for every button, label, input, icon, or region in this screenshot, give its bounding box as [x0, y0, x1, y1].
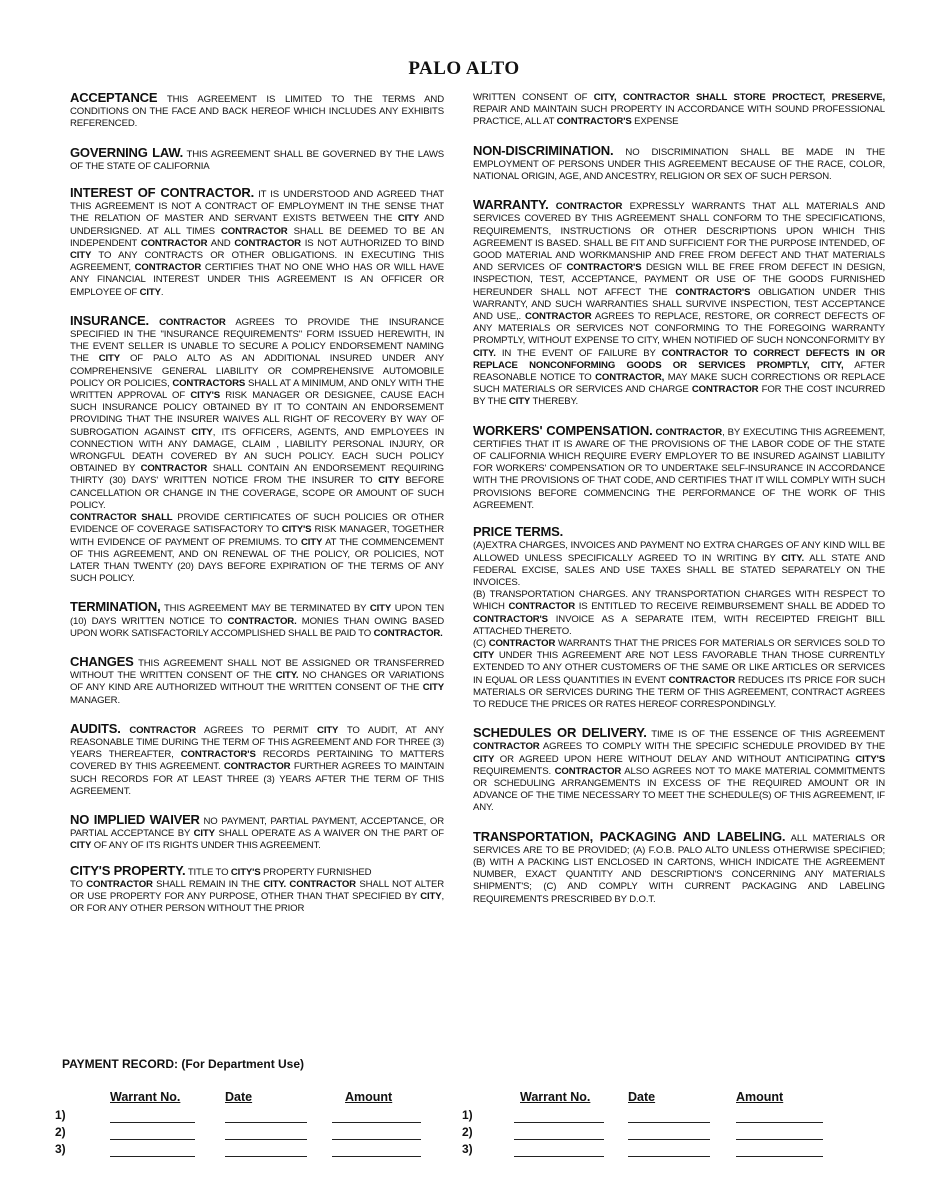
clause-text: SHALL OPERATE AS A WAIVER ON THE PART OF: [214, 828, 444, 840]
clause-text: MAY MAKE SUCH CORRECTIONS OR REPLACE SUCH MATERIALS OR SERVICES AND CHARGE: [473, 372, 885, 396]
clause-emphasis: CITY'S: [190, 390, 220, 402]
clause-governing-law: [70, 144, 444, 173]
clause-text: FOR THE COST INCURRED BY THE: [473, 384, 885, 408]
clause-emphasis: CONTRACTOR.: [227, 615, 297, 627]
clause-emphasis: CITY: [422, 682, 444, 694]
clause-text: IS ENTITLED TO RECEIVE REIMBURSEMENT SHALL BE ADDED TO: [575, 601, 886, 613]
clause-text: AGREES TO COMPLY WITH THE SPECIFIC SCHEDULE PROVIDED BY THE: [539, 741, 885, 753]
clause-text: TIME IS OF THE ESSENCE OF THIS AGREEMENT: [646, 729, 885, 741]
clause-text: NO DISCRIMINATION SHALL BE MADE IN THE EMPLOYMENT OF PERSONS UNDER THIS AGREEMENT BECAUSE OF THE RACE, COLOR, NATIONAL ORIGIN, AGE, AND ANCESTRY, RELIGION OR SEX OF SUCH PERSON.: [473, 146, 885, 183]
clause-transportation-packaging-labeling: [473, 828, 886, 906]
row-number: 1): [462, 1108, 473, 1122]
clause-warranty: [473, 199, 885, 408]
clause-heading: TRANSPORTATION, PACKAGING AND LABELING.: [473, 828, 786, 844]
clause-text: NO CHANGES OR VARIATIONS OF ANY KIND ARE AUTHORIZED WITHOUT THE WRITTEN CONSENT OF THE: [70, 670, 444, 694]
payment-record-title: PAYMENT RECORD: (For Department Use): [62, 1057, 305, 1071]
clause-emphasis: CONTRACTOR: [508, 601, 576, 613]
clause-heading: GOVERNING LAW.: [70, 144, 184, 160]
clause-non-discrimination: [473, 142, 885, 184]
clause-text: IS NOT AUTHORIZED TO BIND: [300, 237, 444, 249]
amount-header: Amount: [345, 1090, 393, 1104]
clause-emphasis: CITY: [191, 426, 213, 438]
clause-emphasis: CITY.: [473, 347, 496, 359]
warrant-no-field[interactable]: [110, 1122, 195, 1123]
clause-text: DESIGN WILL BE FREE FROM DEFECT IN DESIGN, INSPECTION, TEST, ACCEPTANCE, PAYMENT OR USE OF THE GOODS FURNISHED HEREUNDER SHALL NOT AFFECT THE: [473, 262, 885, 298]
clause-text: AGREES TO REPLACE, RESTORE, OR CORRECT DEFECTS OF ANY MATERIALS OR SERVICES NOT CONFORMING TO THE FOREGOING WARRANTY PROMPTLY, WITHOUT EXPENSE TO CITY, WHEN NOTIFIED OF SUCH NONCONFORMITY BY: [473, 311, 885, 347]
clause-termination: [70, 601, 444, 640]
clause-text: SHALL BE DEEMED TO BE AN INDEPENDENT: [70, 225, 444, 249]
clause-heading: SCHEDULES OR DELIVERY.: [473, 725, 647, 741]
clause-text: EXPENSE: [631, 116, 679, 128]
right-column: [473, 92, 885, 906]
clause-text: IT IS UNDERSTOOD AND AGREED THAT THIS AGREEMENT IS NOT A CONTRACT OF EMPLOYMENT IN THE SENSE THAT THE RELATION OF MASTER AND SERVANT EXISTS BETWEEN THE: [70, 189, 444, 225]
clause-heading: INSURANCE.: [70, 312, 149, 328]
clause-text: WRITTEN CONSENT OF: [473, 92, 594, 103]
clause-emphasis: CONTRACTOR: [86, 878, 153, 890]
clause-emphasis: CITY: [139, 286, 161, 298]
clause-emphasis: CITY: [70, 840, 92, 852]
clause-text: AND: [207, 237, 235, 249]
clause-emphasis: CONTRACTOR'S: [675, 286, 751, 298]
date-header: Date: [628, 1090, 656, 1104]
clause-heading: NON-DISCRIMINATION.: [473, 142, 614, 158]
clause-acceptance: [70, 92, 444, 131]
clause-text: [149, 317, 159, 328]
clause-text: AFTER REASONABLE NOTICE TO: [473, 359, 885, 384]
clause-no-implied-waiver: [70, 811, 444, 853]
clause-emphasis: CONTRACTOR: [159, 316, 226, 328]
clause-text: THIS AGREEMENT SHALL NOT BE ASSIGNED OR TRANSFERRED WITHOUT THE WRITTEN CONSENT OF THE: [70, 657, 444, 682]
clause-text: [121, 725, 130, 736]
left-column: [70, 92, 444, 915]
clause-text: AT THE COMMENCEMENT OF THIS AGREEMENT, AND ON RENEWAL OF THE POLICY, OR POLICIES, NOT LATER THAN TWENTY (20) DAYS BEFORE EXPIRATION OF THE TERMS OF ANY SUCH POLICY.: [70, 536, 444, 585]
clause-emphasis: CONTRACTOR: [221, 225, 288, 237]
clause-text: THIS AGREEMENT MAY BE TERMINATED BY: [160, 603, 370, 615]
clause-text: TO ANY CONTRACTS OR OTHER OBLIGATIONS. IN EXECUTING THIS AGREEMENT,: [70, 250, 444, 274]
clause-citys-property: [70, 862, 444, 916]
clause-emphasis: CONTRACTOR: [555, 201, 623, 213]
clause-text: RISK MANAGER, TOGETHER WITH EVIDENCE OF PAYMENT OF PREMIUMS. TO: [70, 524, 444, 548]
clause-emphasis: CONTRACTORS: [172, 377, 246, 389]
clause-text: AND UNDERSIGNED. AT ALL TIMES: [70, 213, 444, 237]
clause-text: RECORDS PERTAINING TO MATTERS COVERED BY THIS AGREEMENT.: [70, 749, 444, 773]
clause-text: BEFORE CANCELLATION OR CHANGE IN THE COVERAGE, SCOPE OR AMOUNT OF SUCH POLICY.: [70, 475, 444, 511]
row-number: 2): [462, 1125, 473, 1139]
clause-text: EXPRESSLY WARRANTS THAT ALL MATERIALS AND SERVICES COVERED BY THIS AGREEMENT SHALL CONFORM TO THE SPECIFICATIONS, REQUIREMENTS, INSTRUCTIONS OR OTHER DESCRIPTIONS UPON WHICH THIS AGREEMENT IS BASED. SHALL BE FIT AND SUFFICIENT FOR THE PURPOSE INTENDED, OF GOOD MATERIAL AND WORKMANSHIP AND FREE FROM DEFECT AND THAT MATERIALS AND SERVICES OF: [473, 201, 886, 274]
clause-emphasis: CITY: [397, 213, 420, 225]
amount-field[interactable]: [736, 1156, 823, 1157]
clause-emphasis: CONTRACTOR: [524, 311, 592, 323]
clause-text: THEREBY.: [530, 396, 579, 408]
clause-emphasis: CITY: [98, 353, 120, 365]
clause-emphasis: CITY: [369, 603, 392, 615]
date-field[interactable]: [225, 1139, 307, 1140]
clause-changes: [70, 653, 444, 707]
clause-price-terms: [473, 526, 885, 711]
clause-text: , BY EXECUTING THIS AGREEMENT, CERTIFIES THAT IT IS AWARE OF THE PROVISIONS OF THE LABOR CODE OF THE STATE OF CALIFORNIA WHICH REQUIRE EVERY EMPLOYER TO BE INSURED AGAINST LIABILITY FOR WORKERS' COMPENSATION OR TO UNDERTAKE SELF-INSURANCE IN ACCORDANCE WITH THE PROVISIONS OF THAT CODE, AND CERTIFIES THAT IT WILL COMPLY WITH SUCH PROVISIONS BEFORE COMMENCING THE PERFORMANCE OF THE WORK OF THIS AGREEMENT.: [473, 426, 885, 511]
amount-field[interactable]: [736, 1139, 823, 1140]
clause-text: AGREES TO PERMIT: [195, 724, 318, 736]
clause-text: INVOICE AS A SEPARATE ITEM, WITH RECEIPTED FREIGHT BILL ATTACHED THERETO.: [473, 613, 885, 637]
clause-emphasis: CITY'S: [281, 524, 312, 536]
clause-text: UNDER THIS AGREEMENT ARE NOT LESS FAVORABLE THAN THOSE CURRENTLY EXTENDED TO ANY OTHER CUSTOMERS OF THE SAME OR LIKE ARTICLES OR SERVICES IN EQUAL OR LESS QUANTITIES IN EVENT: [473, 650, 885, 686]
clause-emphasis: CONTRACTOR: [140, 237, 208, 249]
clause-heading: AUDITS.: [70, 720, 121, 736]
clause-text: OR AGREED UPON HERE WITHOUT DELAY AND WITHOUT ANTICIPATING: [494, 753, 856, 765]
clause-emphasis: CITY.: [263, 878, 287, 890]
warrant-no-field[interactable]: [110, 1139, 195, 1140]
clause-text: OF PALO ALTO AS AN ADDITIONAL INSURED UNDER ANY COMPREHENSIVE GENERAL LIABILITY OR COMPREHENSIVE AUTOMOBILE POLICY OR POLICIES,: [70, 353, 444, 389]
clause-text: ALSO AGREES NOT TO MAKE MATERIAL COMMITMENTS OR SCHEDULING ARRANGEMENTS IN EXCESS OF THE REQUIRED AMOUNT OR IN ADVANCE OF THE TIME NECESSARY TO MEET THE SCHEDULE(S) OF THIS AGREEMENT, IF ANY.: [473, 765, 885, 814]
clause-emphasis: CITY: [378, 475, 400, 487]
clause-text: FURTHER AGREES TO MAINTAIN SUCH RECORDS FOR AT LEAST THREE (3) YEARS AFTER THE TERM OF THIS AGREEMENT.: [70, 761, 444, 797]
warrant-no-field[interactable]: [514, 1156, 604, 1157]
clause-emphasis: CITY'S: [230, 866, 261, 878]
clause-heading: WORKERS' COMPENSATION.: [473, 422, 653, 438]
date-field[interactable]: [225, 1122, 307, 1123]
row-number: 2): [55, 1125, 66, 1139]
clause-text: ALL STATE AND FEDERAL EXCISE, SALES AND USE TAXES SHALL BE STATED SEPARATELY ON THE INVOICES.: [473, 552, 885, 588]
warrant-no-field[interactable]: [514, 1139, 604, 1140]
amount-field[interactable]: [332, 1122, 421, 1123]
date-field[interactable]: [225, 1156, 307, 1157]
amount-field[interactable]: [736, 1122, 823, 1123]
clause-emphasis: CITY: [317, 724, 339, 736]
amount-field[interactable]: [332, 1156, 421, 1157]
clause-text: (B) TRANSPORTATION CHARGES. ANY TRANSPORTATION CHARGES WITH RESPECT TO WHICH: [473, 589, 885, 613]
clause-text: THIS AGREEMENT IS LIMITED TO THE TERMS AND CONDITIONS ON THE FACE AND BACK HEREOF WHICH INCLUDES ANY EXHIBITS REFERENCED.: [70, 94, 444, 130]
page-title: PALO ALTO: [408, 58, 520, 79]
clause-heading: INTEREST OF CONTRACTOR.: [70, 185, 254, 201]
clause-emphasis: CONTRACTOR: [473, 741, 540, 753]
clause-emphasis: CONTRACTOR'S: [180, 749, 256, 761]
clause-emphasis: CONTRACTOR'S: [566, 262, 642, 274]
clause-emphasis: CONTRACTOR: [289, 878, 356, 890]
row-number: 1): [55, 1108, 66, 1122]
warrant-no-field[interactable]: [514, 1122, 604, 1123]
clause-text: PROPERTY FURNISHED: [260, 866, 372, 878]
clause-schedules-or-delivery: [473, 727, 885, 814]
clause-emphasis: CITY.: [275, 670, 299, 682]
clause-emphasis: CONTRACTOR: [668, 674, 736, 686]
clause-emphasis: CONTRACTOR: [223, 761, 291, 773]
clause-heading: NO IMPLIED WAIVER: [70, 811, 200, 827]
clause-emphasis: CITY, CONTRACTOR SHALL STORE PROCTECT, PRESERVE,: [593, 92, 885, 103]
clause-heading: ACCEPTANCE: [70, 90, 158, 105]
clause-text: , ITS OFFICERS, AGENTS, AND EMPLOYEES IN CONNECTION WITH ANY DAMAGE, CLAIM , LIABILITY PERSONAL INJURY, OR WRONGFUL DEATH COVERED BY AN SUCH POLICY. EACH SUCH POLICY OBTAINED BY: [70, 426, 444, 475]
date-field[interactable]: [628, 1122, 710, 1123]
clause-text: RISK MANAGER OR DESIGNEE, CAUSE EACH SUCH INSURANCE POLICY OBTAINED BY IT TO CONTAIN AN ENDORSEMENT PROVIDING THAT THE INSURER WAIVES ALL RIGHT OF RECOVERY BY WAY OF SUBROGATION AGAINST: [70, 390, 445, 438]
clause-interest-of-contractor: [70, 187, 444, 299]
clause-text: REPAIR AND MAINTAIN SUCH PROPERTY IN ACCORDANCE WITH SOUND PROFESSIONAL PRACTICE, ALL AT: [473, 104, 885, 128]
clause-emphasis: CONTRACTOR: [488, 637, 556, 649]
clause-text: SHALL REMAIN IN THE: [152, 878, 264, 890]
clause-citys-property-continued: [473, 92, 885, 129]
payment-record-table-right: [462, 1090, 852, 1162]
date-header: Date: [225, 1090, 253, 1104]
clause-emphasis: CONTRACTOR: [129, 724, 196, 736]
warrant-no-header: Warrant No.: [520, 1090, 591, 1104]
clause-text: SHALL AT A MINIMUM, AND ONLY WITH THE WRITTEN APPROVAL OF: [70, 377, 444, 402]
clause-emphasis: CITY: [301, 536, 323, 548]
clause-heading: TERMINATION,: [70, 599, 161, 615]
clause-heading: WARRANTY.: [473, 197, 549, 213]
clause-text: TO: [70, 878, 87, 890]
clause-emphasis: CONTRACTOR,: [595, 372, 665, 384]
clause-text: UPON TEN (10) DAYS WRITTEN NOTICE TO: [70, 603, 444, 627]
clause-emphasis: CONTRACTOR TO CORRECT DEFECTS IN OR REPLACE NONCONFORMING GOODS OR SERVICES PROMPTLY, CITY,: [473, 347, 886, 371]
clause-emphasis: CONTRACTOR: [140, 463, 208, 475]
clause-text: ALL MATERIALS OR SERVICES ARE TO BE PROVIDED; (A) F.O.B. PALO ALTO UNLESS OTHERWISE SPECIFIED; (B) WITH A PACKING LIST ENCLOSED IN CARTONS, WHICH INDICATE THE AGREEMENT NUMBER, EXACT QUANTITY AND DESCRIPTION'S CONCERNING ANY MATERIALS SHIPMENT'S; (C) AND COMPLY WITH CURRENT PACKAGING AND LABELING REQUIREMENTS PRESCRIBED BY D.O.T.: [473, 832, 886, 905]
clause-text: NO PAYMENT, PARTIAL PAYMENT, ACCEPTANCE, OR PARTIAL ACCEPTANCE BY: [70, 815, 444, 840]
clause-text: SHALL CONTAIN AN ENDORSEMENT REQUIRING THIRTY (30) DAYS' WRITTEN NOTICE FROM THE INSURER TO: [70, 463, 444, 487]
amount-field[interactable]: [332, 1139, 421, 1140]
clause-text: (A)EXTRA CHARGES, INVOICES AND PAYMENT NO EXTRA CHARGES OF ANY KIND WILL BE ALLOWED UNLESS SPECIFICALLY AGREED TO IN WRITING BY: [473, 540, 885, 564]
clause-emphasis: CITY: [473, 753, 495, 765]
clause-text: AGREES TO PROVIDE THE INSURANCE SPECIFIED IN THE "INSURANCE REQUIREMENTS" FORM ISSUED HEREWITH, IN THE EVENT SELLER IS UNABLE TO SECURE A POLICY ENDORSEMENT NAMING THE: [70, 316, 444, 365]
clause-text: SHALL NOT ALTER OR USE PROPERTY FOR ANY PURPOSE, OTHER THAN THAT SPECIFIED BY: [70, 878, 444, 902]
clause-text: IN THE EVENT OF FAILURE BY: [495, 347, 662, 359]
clause-emphasis: CONTRACTOR'S: [556, 116, 632, 128]
clause-emphasis: CONTRACTOR SHALL: [70, 512, 173, 524]
clause-emphasis: CONTRACTOR: [134, 262, 202, 274]
clause-text: TITLE TO: [185, 866, 231, 878]
payment-record-table-left: [55, 1090, 445, 1162]
row-number: 3): [55, 1142, 66, 1156]
clause-emphasis: CONTRACTOR: [655, 426, 723, 438]
clause-text: REQUIREMENTS.: [473, 765, 555, 777]
clause-text: CERTIFIES THAT NO ONE WHO HAS OR WILL HAVE ANY FINANCIAL INTEREST UNDER THIS AGREEMENT IS AN OFFICER OR EMPLOYEE OF: [70, 262, 444, 298]
clause-heading: PRICE TERMS.: [473, 524, 564, 540]
clause-text: TO AUDIT, AT ANY REASONABLE TIME DURING THE TERM OF THIS AGREEMENT AND FOR THREE (3) YEARS THEREAFTER,: [70, 724, 445, 761]
clause-emphasis: CONTRACTOR: [691, 384, 759, 396]
clause-text: (C): [473, 637, 489, 649]
clause-emphasis: CONTRACTOR: [234, 237, 301, 249]
clause-text: OF ANY OF ITS RIGHTS UNDER THIS AGREEMENT.: [91, 840, 321, 852]
clause-workers-compensation: [473, 422, 885, 512]
clause-emphasis: CITY.: [781, 552, 804, 564]
clause-emphasis: CITY'S: [855, 753, 885, 765]
date-field[interactable]: [628, 1156, 710, 1157]
date-field[interactable]: [628, 1139, 710, 1140]
clause-emphasis: CITY: [473, 650, 495, 662]
clause-text: MONIES THAN OWING BASED UPON WORK SATISFACTORILY ACCOMPLISHED SHALL BE PAID TO: [70, 615, 444, 639]
clause-text: THIS AGREEMENT SHALL BE GOVERNED BY THE LAWS OF THE STATE OF CALIFORNIA: [70, 148, 444, 172]
clause-text: , OR FOR ANY OTHER PERSON WITHOUT THE PRIOR: [70, 890, 444, 915]
clause-emphasis: CONTRACTOR'S: [473, 613, 548, 625]
clause-text: WARRANTS THAT THE PRICES FOR MATERIALS OR SERVICES SOLD TO: [555, 637, 885, 649]
warrant-no-field[interactable]: [110, 1156, 195, 1157]
clause-emphasis: CITY: [508, 396, 531, 408]
clause-emphasis: CONTRACTOR: [554, 765, 622, 777]
row-number: 3): [462, 1142, 473, 1156]
clause-audits: [70, 720, 445, 798]
clause-text: REDUCES ITS PRICE FOR SUCH MATERIALS OR SERVICES DURING THE TERM OF THIS AGREEMENT, CONTRACT AGREES TO REDUCE THE PRICES OR RATES HEREOF CORRESPONDINGLY.: [473, 674, 885, 710]
clause-text: [548, 201, 555, 212]
amount-header: Amount: [736, 1090, 784, 1104]
clause-text: .: [160, 286, 164, 298]
clause-text: PROVIDE CERTIFICATES OF SUCH POLICIES OR OTHER EVIDENCE OF COVERAGE SATISFACTORY TO: [70, 512, 444, 536]
clause-emphasis: CITY: [420, 890, 442, 902]
clause-emphasis: CONTRACTOR.: [373, 627, 443, 639]
clause-text: OBLIGATION UNDER THIS WARRANTY, AND SUCH WARRANTIES SHALL SURVIVE INSPECTION, TEST ACCEPTANCE AND USE,.: [473, 286, 885, 323]
clause-heading: CITY'S PROPERTY.: [70, 862, 186, 878]
clause-insurance: [70, 312, 445, 585]
clause-heading: CHANGES: [70, 653, 134, 669]
clause-emphasis: CITY: [70, 250, 92, 262]
clause-emphasis: CITY: [193, 828, 215, 840]
clause-text: MANAGER.: [70, 694, 120, 706]
warrant-no-header: Warrant No.: [110, 1090, 181, 1104]
